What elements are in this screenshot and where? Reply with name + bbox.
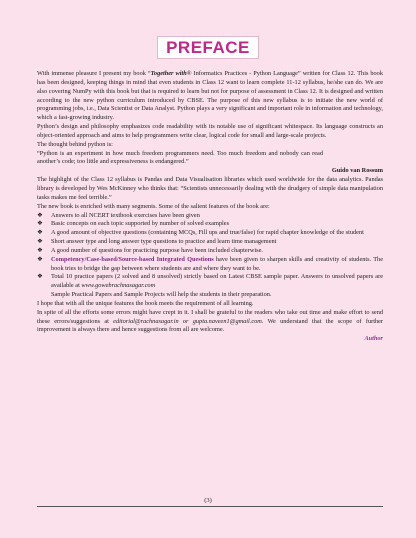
diamond-bullet-icon: ❖: [37, 229, 43, 237]
intro-text-2: ® Informatics Practices - Python Language” written for Class 12. This book has been designed, keeping things in mind that even students in Class 12 want to learn complete 11-12 syllabus, he/she can do. We are also covering NumPy with this book but that is required to learn but not for purpose of assessment in Class 12. It is designed and written according to the new python curriculum introduced by CBSE. The purpose of this new syllabus is to initiate the new world of programming jobs, i.e., Data Scientist or Data Analyst. Python plays a very significant and important role in information and technology, which a fast-growing industry.: [37, 70, 383, 122]
intro-paragraph: [37, 70, 383, 123]
website-link[interactable]: www.gowebrachnasagar.com: [81, 282, 156, 290]
feature-item: ❖ Total 10 practice papers (2 solved and 8 unsolved) strictly based on Latest CBSE sample paper. Answers to unsolved papers are available at www.gowebrachnasagar.com: [37, 273, 383, 290]
intro-text-1: With immense pleasure I present my book “: [37, 70, 151, 77]
hope-paragraph: I hope that with all the unique features the book meets the requirement of all learning.: [37, 299, 254, 307]
features-intro: The new book is enriched with many segments. Some of the salient features of the book are:: [37, 202, 270, 210]
diamond-bullet-icon: ❖: [37, 211, 43, 219]
diamond-bullet-icon: ❖: [37, 238, 43, 246]
features-list: [37, 212, 383, 292]
feature-item: ❖ A good number of questions for practicing purpose have been included chapterwise.: [37, 246, 263, 254]
footer-rule: [37, 506, 383, 507]
quote-text: “Python is an experiment in how much freedom programmers need. Too much freedom and nobody can read another’s code; too little and expressiveness is endangered.”: [37, 149, 323, 166]
feature-item: ❖ Short answer type and long answer type questions to practice and learn time management: [37, 238, 277, 246]
feature-item: ❖ Answers to all NCERT textbook exercises have been given: [37, 211, 200, 219]
email-link[interactable]: editorial@rachnasagar.in or gupta.naveen1@gmail.com: [113, 317, 262, 325]
feature-item: ❖ Basic concepts on each topic supported by number of solved examples: [37, 220, 230, 228]
sample-line: Sample Practical Papers and Sample Projects will help the students in their preparation.: [51, 291, 272, 299]
design-paragraph: Python’s design and philosophy emphasizes code readability with its notable use of significant whitespace. Its language constructs an object-oriented approach and aims to help programmers write clear, logical code for small and large-scale projects.: [37, 123, 383, 139]
preface-body: [37, 70, 383, 344]
page-title: PREFACE: [157, 36, 259, 59]
diamond-bullet-icon: ❖: [37, 246, 43, 254]
quote-author: Guido van Rossum: [331, 167, 383, 175]
feature-item: ❖ A good amount of objective questions (containing MCQs, Fill ups and true/false) for rapid chapter knowledge of the student: [37, 229, 364, 237]
diamond-bullet-icon: ❖: [37, 255, 43, 263]
feature-item: ❖ Competency/Case-based/Source-based Integrated Questions have been given to sharpen skills and creativity of students. The book tries to bridge the gap between where students are and where they want to be.: [37, 255, 384, 272]
diamond-bullet-icon: ❖: [37, 273, 43, 281]
page-number: (3): [204, 497, 212, 504]
author-signature: Author: [364, 335, 383, 343]
title-container: [0, 36, 416, 59]
thought-intro: The thought behind python is:: [37, 140, 113, 148]
errors-paragraph: In spite of all the efforts some errors might have crept in it. I shall be grateful to the readers who take out time and make effort to send these errors/suggestions at editorial@rachnasagar.in or gupta.naveen1@gmail.com. We understand that the scope of further improvement is always there and hence suggestions from all are welcome.: [37, 308, 383, 334]
competency-highlight: Competency/Case-based/Source-based Integrated Questions: [51, 255, 214, 263]
book-title: Together with: [150, 70, 187, 77]
highlight-paragraph: The highlight of the Class 12 syllabus is Pandas and Data Visualisation libraries which used worldwide for the data analytics. Pandas library is developed by Wes McKinney who thinks that: “Scientists unnecessarily dealing with the drudgery of simple data manipulation tasks makes me feel terrible.”: [37, 176, 383, 201]
diamond-bullet-icon: ❖: [37, 220, 43, 228]
